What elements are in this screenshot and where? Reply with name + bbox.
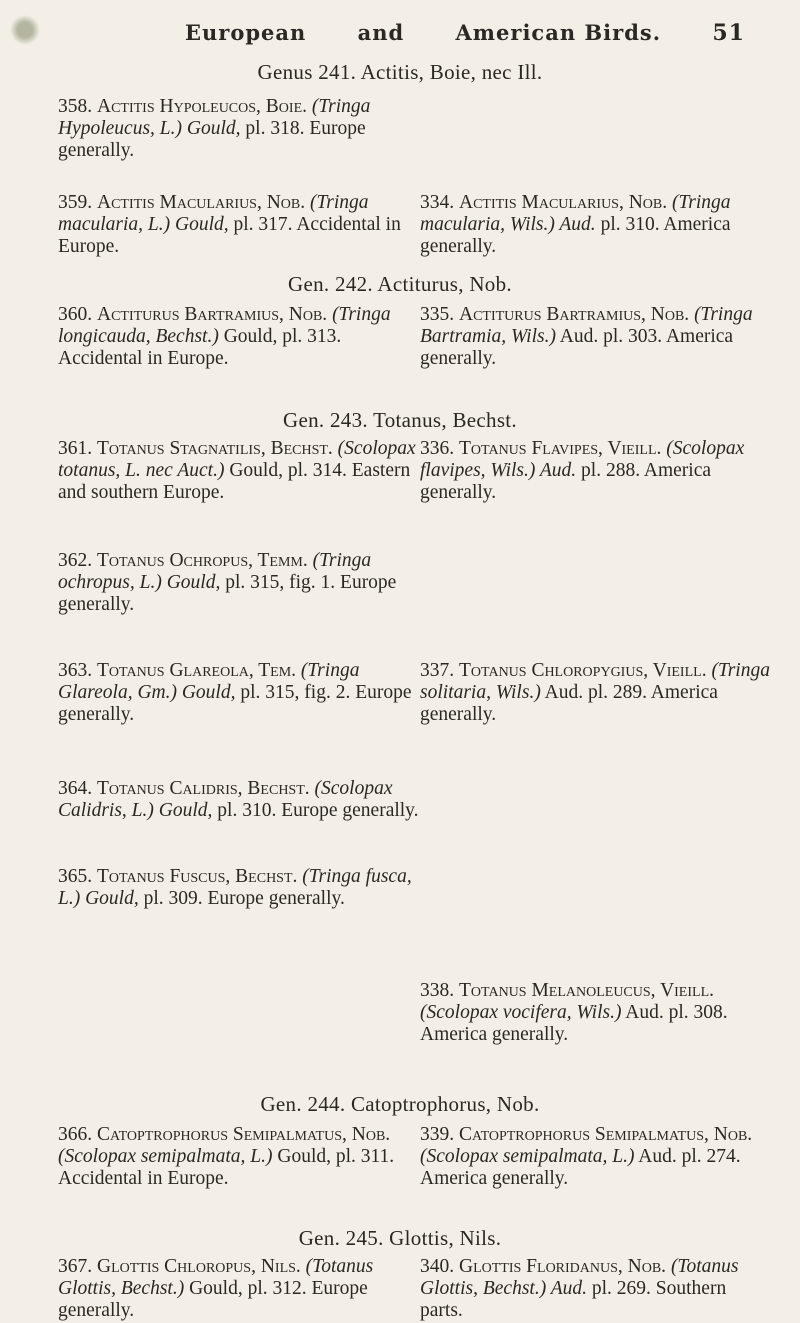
entry-362 <box>58 550 420 616</box>
entry-number: 363. <box>58 660 93 681</box>
entry-name: Actiturus Bartramius, Nob. <box>459 304 690 325</box>
entry-synonym: (Scolopax semipalmata, L.) <box>420 1146 635 1167</box>
entry-number: 338. <box>420 980 455 1001</box>
genus-heading: Gen. 245. Glottis, Nils. <box>298 1226 502 1250</box>
entry-339 <box>420 1124 772 1190</box>
header-right: American Birds. <box>455 20 662 45</box>
entry-reference: pl. 269. Southern parts. <box>420 1278 727 1321</box>
entry-synonym: (Tringa longicauda, Bechst.) <box>58 304 391 347</box>
entry-synonym: (Scolopax semipalmata, L.) <box>58 1146 273 1167</box>
header-left: European <box>185 20 307 45</box>
entry-reference: pl. 317. Accidental in Europe. <box>58 214 401 257</box>
entry-reference: pl. 315, fig. 1. Europe generally. <box>58 572 397 615</box>
entry-360 <box>58 304 420 370</box>
genus-heading: Gen. 244. Catoptrophorus, Nob. <box>260 1092 540 1116</box>
entry-reference: pl. 318. Europe generally. <box>58 118 366 161</box>
entry-364 <box>58 778 420 822</box>
entry-synonym: (Totanus Glottis, Bechst.) <box>58 1256 374 1299</box>
entry-synonym: (Tringa macularia, Wils.) Aud. <box>420 192 731 235</box>
entry-335 <box>420 304 772 370</box>
entry-name: Actiturus Bartramius, Nob. <box>97 304 328 325</box>
entry-340 <box>420 1256 772 1322</box>
genus-heading: Gen. 242. Actiturus, Nob. <box>288 272 512 296</box>
entry-number: 367. <box>58 1256 93 1277</box>
running-header <box>185 20 745 46</box>
entry-359 <box>58 192 420 258</box>
entry-367 <box>58 1256 420 1322</box>
entry-363 <box>58 660 420 726</box>
entry-reference: Aud. pl. 274. America generally. <box>420 1146 741 1189</box>
entry-synonym: (Scolopax vocifera, Wils.) <box>420 1002 622 1023</box>
entry-name: Totanus Ochropus, Temm. <box>97 550 308 571</box>
entry-name: Actitis Macularius, Nob. <box>459 192 668 213</box>
genus-heading: Gen. 243. Totanus, Bechst. <box>282 408 517 432</box>
entry-synonym: (Tringa Bartramia, Wils.) <box>420 304 753 347</box>
entry-365 <box>58 866 420 910</box>
entry-number: 339. <box>420 1124 455 1145</box>
entry-reference: pl. 310. America generally. <box>420 214 731 257</box>
header-mid: and <box>357 20 405 45</box>
entry-number: 359. <box>58 192 93 213</box>
entry-reference: pl. 315, fig. 2. Europe generally. <box>58 682 412 725</box>
entry-name: Totanus Calidris, Bechst. <box>97 778 310 799</box>
entry-name: Totanus Melanoleucus, Vieill. <box>459 980 715 1001</box>
entry-number: 340. <box>420 1256 455 1277</box>
entry-synonym: (Tringa solitaria, Wils.) <box>420 660 770 703</box>
entry-reference: Aud. pl. 303. America generally. <box>420 326 734 369</box>
entry-name: Glottis Floridanus, Nob. <box>459 1256 667 1277</box>
entry-reference: pl. 310. Europe generally. <box>217 800 419 821</box>
entry-number: 366. <box>58 1124 93 1145</box>
entry-reference: pl. 309. Europe generally. <box>143 888 345 909</box>
entry-337 <box>420 660 772 726</box>
entry-synonym: (Tringa Hypoleucus, L.) Gould, <box>58 96 371 139</box>
entry-synonym: (Scolopax flavipes, Wils.) Aud. <box>420 438 745 481</box>
entry-number: 360. <box>58 304 93 325</box>
entry-number: 362. <box>58 550 93 571</box>
entry-name: Catoptrophorus Semipalmatus, Nob. <box>459 1124 753 1145</box>
entry-number: 364. <box>58 778 93 799</box>
entry-synonym: (Tringa ochropus, L.) Gould, <box>58 550 372 593</box>
entry-name: Totanus Stagnatilis, Bechst. <box>97 438 333 459</box>
genus-heading: Genus 241. Actitis, Boie, nec Ill. <box>257 60 543 84</box>
entry-synonym: (Scolopax totanus, L. nec Auct.) <box>58 438 416 481</box>
entry-358 <box>58 96 420 162</box>
page-number: 51 <box>712 20 745 46</box>
entry-name: Totanus Flavipes, Vieill. <box>459 438 662 459</box>
entry-reference: Gould, pl. 313. Accidental in Europe. <box>58 326 342 369</box>
entry-name: Totanus Glareola, Tem. <box>97 660 297 681</box>
entry-synonym: (Scolopax Calidris, L.) Gould, <box>58 778 393 821</box>
entry-number: 365. <box>58 866 93 887</box>
entry-number: 337. <box>420 660 455 681</box>
entry-name: Glottis Chloropus, Nils. <box>97 1256 301 1277</box>
entry-338 <box>420 980 772 1046</box>
entry-synonym: (Tringa Glareola, Gm.) Gould, <box>58 660 360 703</box>
entry-number: 361. <box>58 438 93 459</box>
entry-336 <box>420 438 772 504</box>
entry-334 <box>420 192 772 258</box>
entry-name: Totanus Chloropygius, Vieill. <box>459 660 707 681</box>
entry-number: 335. <box>420 304 455 325</box>
entry-name: Actitis Hypoleucos, Boie. <box>97 96 308 117</box>
entry-number: 334. <box>420 192 455 213</box>
entry-number: 336. <box>420 438 455 459</box>
entry-reference: Gould, pl. 312. Europe generally. <box>58 1278 368 1321</box>
entry-synonym: (Totanus Glottis, Bechst.) Aud. <box>420 1256 739 1299</box>
entry-synonym: (Tringa macularia, L.) Gould, <box>58 192 369 235</box>
entry-reference: pl. 288. America generally. <box>420 460 712 503</box>
entry-number: 358. <box>58 96 93 117</box>
entry-366 <box>58 1124 420 1190</box>
entry-name: Actitis Macularius, Nob. <box>97 192 306 213</box>
entry-reference: Aud. pl. 308. America generally. <box>420 1002 728 1045</box>
entry-reference: Aud. pl. 289. America generally. <box>420 682 718 725</box>
entry-reference: Gould, pl. 311. Accidental in Europe. <box>58 1146 395 1189</box>
entry-name: Totanus Fuscus, Bechst. <box>97 866 298 887</box>
entry-361 <box>58 438 420 504</box>
page-stain <box>10 10 40 50</box>
entry-reference: Gould, pl. 314. Eastern and southern Europe. <box>58 460 411 503</box>
entry-synonym: (Tringa fusca, L.) Gould, <box>58 866 412 909</box>
entry-name: Catoptrophorus Semipalmatus, Nob. <box>97 1124 391 1145</box>
